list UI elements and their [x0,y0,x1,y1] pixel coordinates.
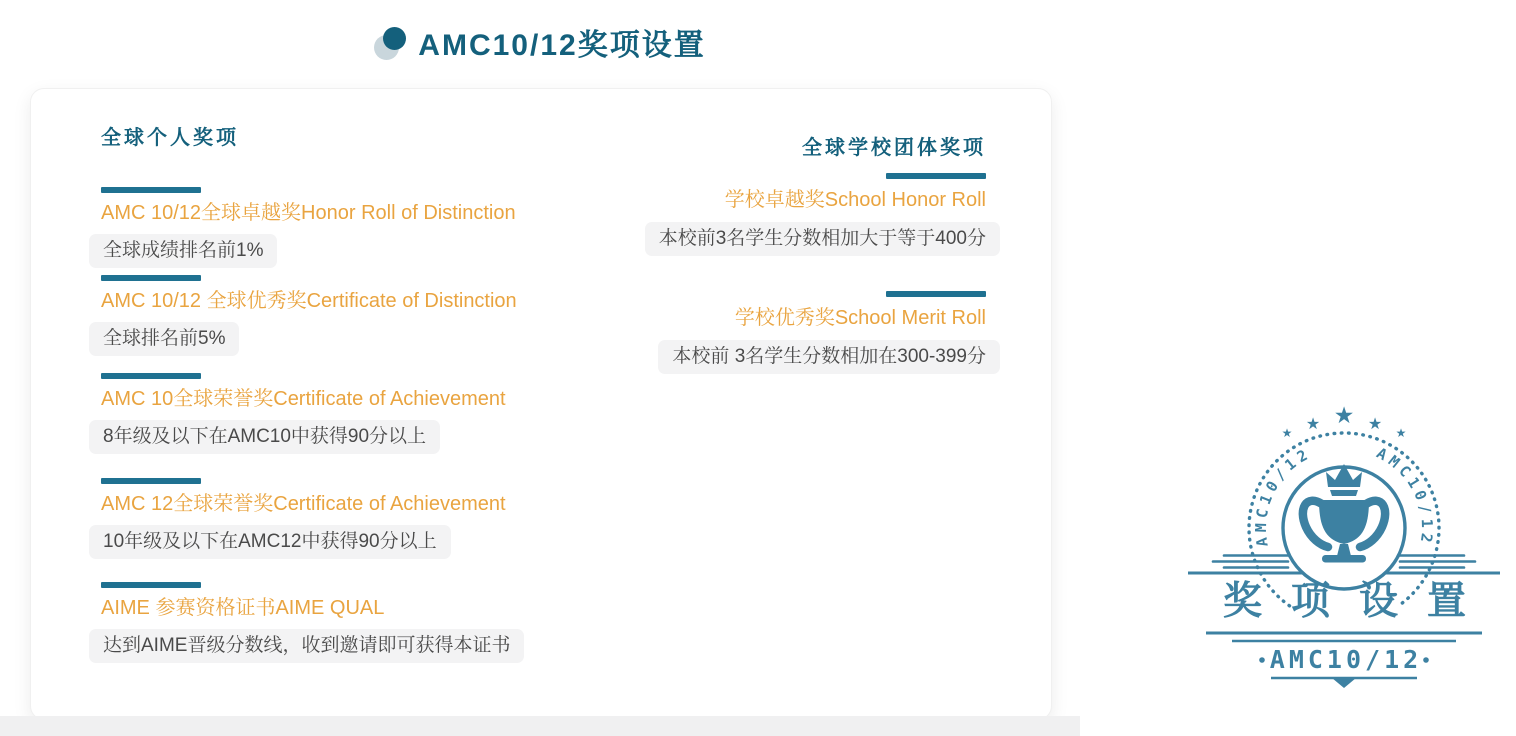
award-title: 学校优秀奖School Merit Roll [734,307,986,329]
dot [1423,657,1429,663]
award-title: 学校卓越奖School Honor Roll [724,189,986,211]
dot [1259,657,1265,663]
divider-line [886,291,986,297]
star-icon: ★ [1367,414,1383,433]
award-item [101,275,517,356]
award-item [101,582,524,663]
star-icon: ★ [1281,426,1293,440]
award-title: AMC 10全球荣誉奖Certificate of Achievement [101,388,506,410]
page-title: AMC10/12奖项设置 [418,29,706,62]
award-item [101,187,516,268]
badge-arc-text-right: AMC10/12 [1373,443,1437,548]
award-title: AIME 参赛资格证书AIME QUAL [101,597,385,619]
badge-bottom-text: AMC10/12 [1269,645,1423,674]
page-header [0,18,1080,66]
award-desc: 全球成绩排名前1% [89,234,277,268]
award-desc: 本校前3名学生分数相加大于等于400分 [645,222,1000,256]
star-icon: ★ [1395,426,1407,440]
award-desc: 全球排名前5% [89,322,239,356]
bullet-dot-icon [374,25,408,59]
trophy-badge [1176,399,1516,699]
pointer-triangle-icon [1332,678,1356,688]
award-title: AMC 10/12全球卓越奖Honor Roll of Distinction [101,202,516,224]
award-item [101,373,506,454]
divider-line [101,582,201,588]
divider-line [886,173,986,179]
page-bottom-strip [0,716,1080,736]
individual-awards-header: 全球个人奖项 [101,127,239,149]
star-icon: ★ [1305,414,1321,433]
badge-arc-text-left: AMC10/12 [1251,443,1315,548]
award-desc: 8年级及以下在AMC10中获得90分以上 [89,420,440,454]
awards-card [30,88,1496,720]
award-title: AMC 12全球荣誉奖Certificate of Achievement [101,493,506,515]
award-desc: 达到AIME晋级分数线，收到邀请即可获得本证书 [89,629,524,663]
divider-line [101,275,201,281]
award-item [101,478,506,559]
award-item [546,173,986,256]
divider-line [101,373,201,379]
award-item [546,291,986,374]
award-title: AMC 10/12 全球优秀奖Certificate of Distinction [101,290,517,312]
star-icon: ★ [1333,403,1355,429]
divider-line [101,187,201,193]
award-desc: 本校前 3名学生分数相加在300-399分 [658,340,1000,374]
school-awards-header: 全球学校团体奖项 [802,137,986,159]
award-desc: 10年级及以下在AMC12中获得90分以上 [89,525,451,559]
badge-main-text: 奖项设置 [1222,580,1496,623]
divider-line [101,478,201,484]
